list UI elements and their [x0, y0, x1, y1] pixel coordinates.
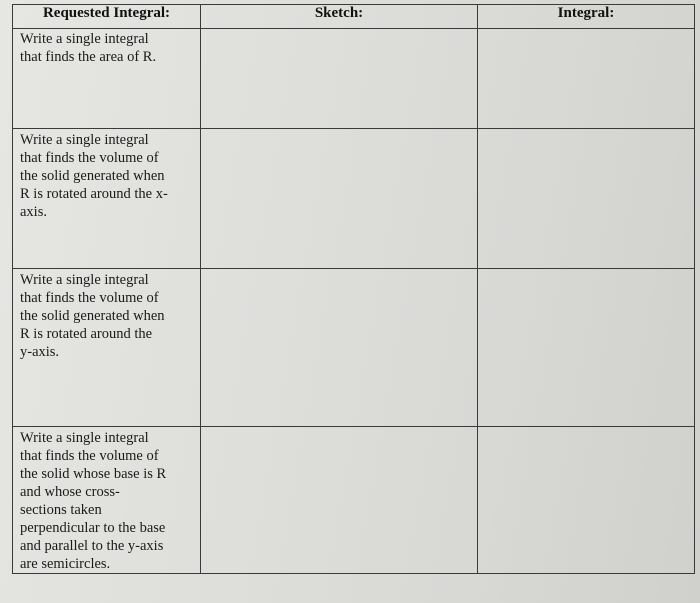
- sketch-cell-volume-y-axis[interactable]: [201, 269, 478, 427]
- table-row-volume-x-axis: [13, 129, 695, 269]
- sketch-cell-area[interactable]: [201, 29, 478, 129]
- integral-worksheet-table: [12, 4, 695, 574]
- prompt-volume-x-axis: Write a single integral that finds the volume of the solid generated when R is rotated around the x- axis.: [20, 132, 168, 220]
- integral-cell-volume-x-axis[interactable]: [478, 129, 695, 269]
- table-row-area: [13, 29, 695, 129]
- header-integral: Integral:: [478, 5, 695, 29]
- header-sketch: Sketch:: [201, 5, 478, 29]
- header-requested-integral: Requested Integral:: [13, 5, 201, 29]
- sketch-cell-semicircle-cross-sections[interactable]: [201, 427, 478, 574]
- prompt-semicircle-cross-sections: Write a single integral that finds the volume of the solid whose base is R and whose cross- sections taken perpendicular to the base and parallel to the y-axis are semicircles.: [20, 430, 167, 572]
- table-row-semicircle-cross-sections: [13, 427, 695, 574]
- prompt-area: Write a single integral that finds the area of R.: [20, 31, 157, 65]
- integral-cell-area[interactable]: [478, 29, 695, 129]
- sketch-cell-volume-x-axis[interactable]: [201, 129, 478, 269]
- prompt-volume-y-axis: Write a single integral that finds the volume of the solid generated when R is rotated around the y-axis.: [20, 272, 165, 360]
- integral-cell-semicircle-cross-sections[interactable]: [478, 427, 695, 574]
- header-row: [13, 5, 695, 29]
- integral-cell-volume-y-axis[interactable]: [478, 269, 695, 427]
- table-row-volume-y-axis: [13, 269, 695, 427]
